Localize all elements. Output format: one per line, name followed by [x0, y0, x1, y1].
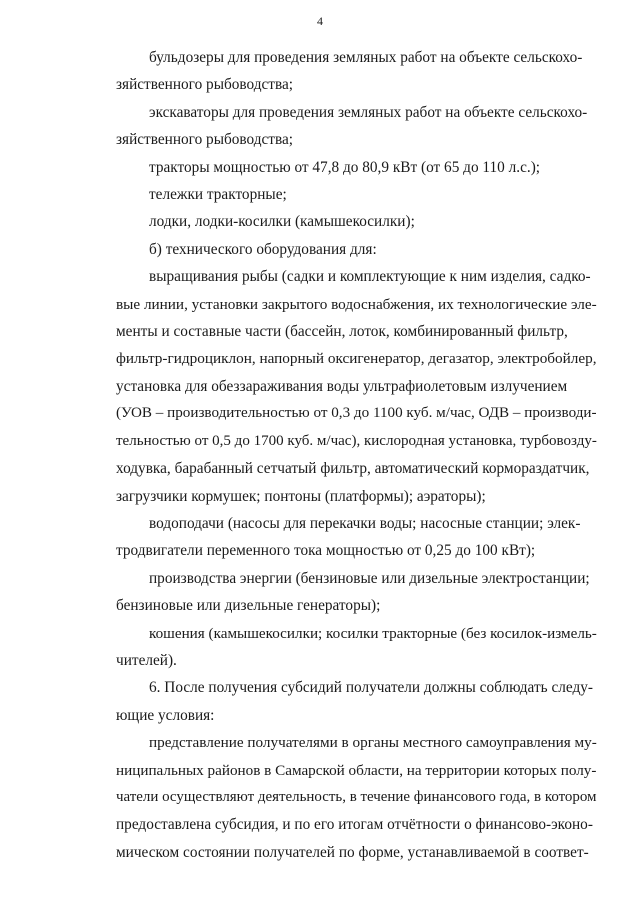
page-number: 4: [317, 14, 323, 28]
text-line: бульдозеры для проведения земляных работ на объекте сельскохо-: [149, 49, 583, 66]
text-line: бензиновые или дизельные генераторы);: [116, 597, 381, 615]
paragraph-boats: [83, 208, 565, 235]
text-line: чителей).: [116, 651, 177, 669]
text-line: загрузчики кормушек; понтоны (платформы); аэраторы);: [116, 487, 486, 505]
text-line: тельностью от 0,5 до 1700 куб. м/час), кислородная установка, турбовозду-: [116, 432, 597, 449]
text-line: зяйственного рыбоводства;: [116, 76, 294, 94]
paragraph-trailers: [83, 181, 565, 208]
text-line: вые линии, установки закрытого водоснабжения, их технологические эле-: [116, 295, 597, 313]
paragraph-tractors: [83, 154, 565, 181]
text-line: ющие условия:: [116, 706, 215, 724]
text-line: зяйственного рыбоводства;: [116, 131, 294, 149]
text-line: предоставлена субсидия, и по его итогам отчётности о финансово-эконо-: [116, 816, 593, 834]
text-line: установка для обеззараживания воды ультрафиолетовым излучением: [116, 377, 568, 395]
text-line: тродвигатели переменного тока мощностью от 0,25 до 100 кВт);: [116, 542, 536, 560]
text-line: менты и составные части (бассейн, лоток, комбинированный фильтр,: [116, 323, 568, 341]
text-line: 6. После получения субсидий получатели должны соблюдать следу-: [149, 679, 593, 697]
text-line: экскаваторы для проведения земляных работ на объекте сельскохо-: [149, 103, 588, 121]
text-line: тележки тракторные;: [149, 186, 287, 204]
text-line: фильтр-гидроциклон, напорный оксигенератор, дегазатор, электробойлер,: [116, 350, 597, 368]
text-line: водоподачи (насосы для перекачки воды; насосные станции; элек-: [149, 514, 581, 532]
text-line: лодки, лодки-косилки (камышекосилки);: [149, 213, 415, 231]
paragraph-energy: [83, 565, 590, 620]
text-line: б) технического оборудования для:: [149, 240, 377, 258]
text-line: чатели осуществляют деятельность, в течение финансового года, в котором: [116, 788, 597, 805]
paragraph-fish-growing: [83, 263, 597, 510]
text-line: мическом состоянии получателей по форме, устанавливаемой в соответ-: [116, 843, 589, 861]
paragraph-excavators: [83, 99, 588, 154]
paragraph-water-supply: [83, 510, 581, 565]
text-line: (УОВ – производительностью от 0,3 до 1100 куб. м/час, ОДВ – производи-: [116, 405, 597, 422]
text-line: кошения (камышекосилки; косилки тракторные (без косилок-измель-: [149, 624, 597, 642]
text-line: производства энергии (бензиновые или дизельные электростанции;: [149, 569, 590, 587]
paragraph-mowing: [83, 620, 597, 675]
paragraph-technical: [83, 236, 565, 263]
paragraph-reporting: [83, 729, 597, 866]
text-line: выращивания рыбы (садки и комплектующие к ним изделия, садко-: [149, 268, 591, 286]
paragraph-clause-6: [83, 674, 593, 729]
text-line: представление получателями в органы местного самоуправления му-: [149, 734, 597, 752]
text-line: ходувка, барабанный сетчатый фильтр, автоматический кормораздатчик,: [116, 460, 590, 478]
text-line: тракторы мощностью от 47,8 до 80,9 кВт (от 65 до 110 л.с.);: [149, 158, 541, 176]
document-body: [83, 44, 597, 866]
text-line: ниципальных районов в Самарской области, на территории которых полу-: [116, 761, 597, 779]
paragraph-bulldozers: [83, 44, 583, 99]
